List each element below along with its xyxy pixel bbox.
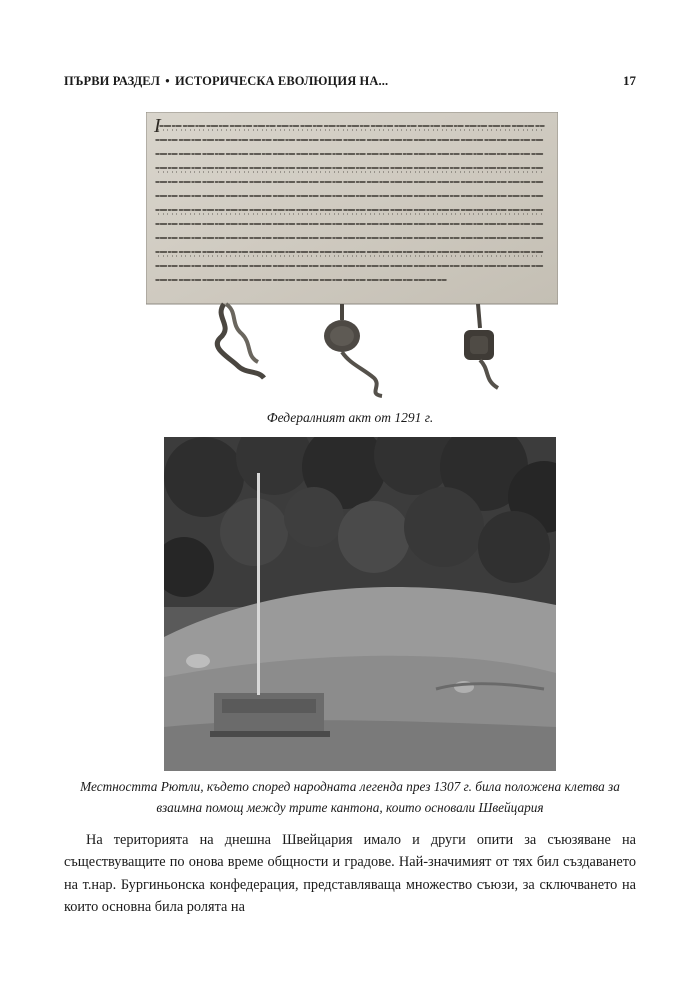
body-paragraph: На територията на днешна Швейцария имало и други опити за съюзяване на съществуващите по онова време общности и градове. Най-значимият от тях бил създаването на т.нар. Бургиньонска конфедерация, представляваща множество съюзи, за сключването на които основна била ролята на bbox=[64, 832, 636, 916]
running-header bbox=[64, 74, 636, 92]
header-section: ПЪРВИ РАЗДЕЛ bbox=[64, 74, 160, 88]
svg-text:I: I bbox=[154, 115, 161, 137]
header-separator: • bbox=[165, 74, 170, 88]
figure-caption-rutli: Местността Рютли, където според народната легенда през 1307 г. била положена клетва за взаимна помощ между трите кантона, които основали Швейцария bbox=[80, 779, 620, 815]
body-paragraph-block bbox=[64, 829, 636, 919]
rutli-meadow-photo bbox=[164, 437, 556, 771]
header-title bbox=[64, 74, 388, 89]
page-number: 17 bbox=[623, 73, 636, 88]
charter-document-image bbox=[146, 112, 558, 402]
header-chapter: ИСТОРИЧЕСКА ЕВОЛЮЦИЯ НА... bbox=[174, 74, 389, 88]
figure-caption-charter: Федералният акт от 1291 г. bbox=[266, 410, 434, 425]
